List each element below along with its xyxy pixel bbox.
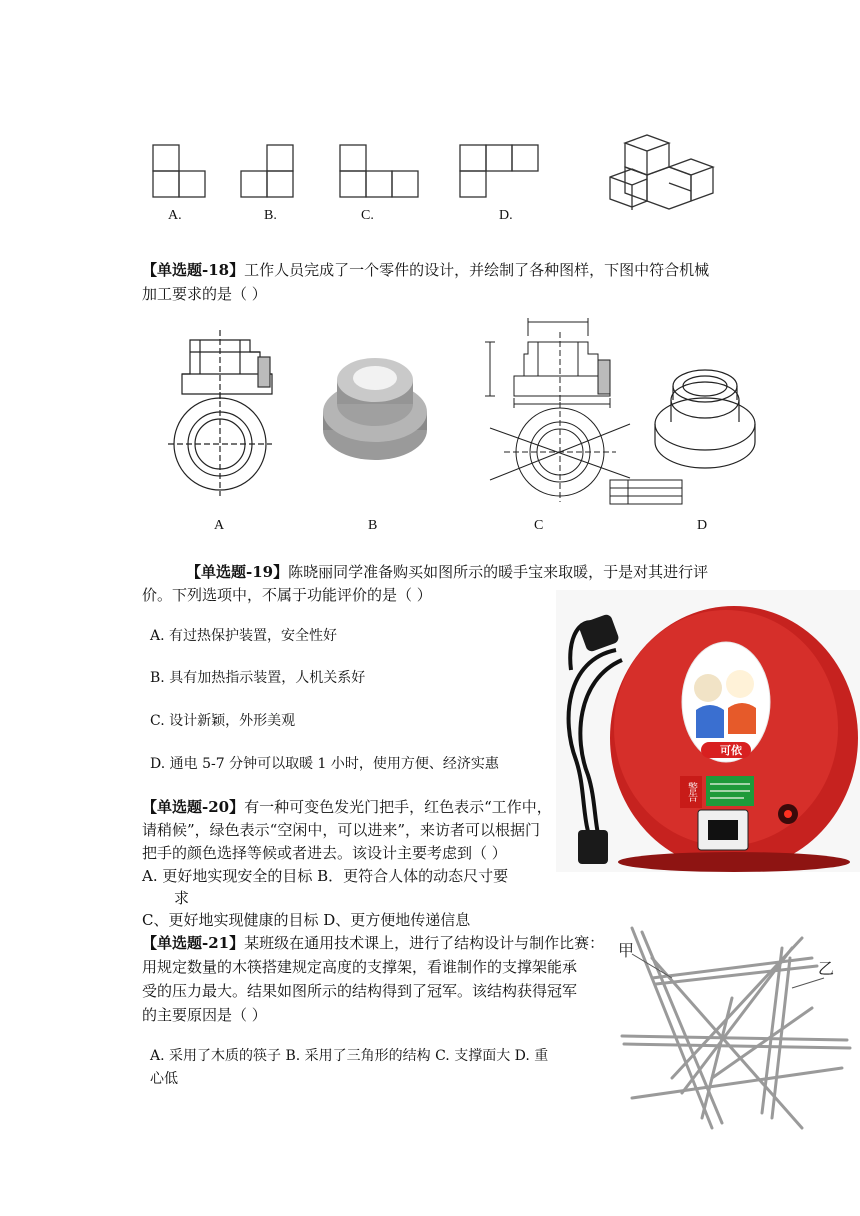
question-20-stem: 有一种可变色发光门把手，红色表示“工作中， bbox=[244, 798, 552, 816]
question-18-line-1 bbox=[142, 259, 709, 281]
view-caption-b: B. bbox=[264, 208, 277, 223]
question-20-option-ab: A. 更好地实现安全的目标 B．更符合人体的动态尺寸要 bbox=[142, 867, 509, 885]
question-21-tag: 【单选题-21】 bbox=[142, 934, 245, 952]
question-19-option-c: C. 设计新颖，外形美观 bbox=[150, 713, 296, 729]
part-caption-c: C bbox=[534, 518, 544, 533]
question-19-option-b: B. 具有加热指示装置，人机关系好 bbox=[150, 670, 366, 686]
question-21-line-3: 受的压力最大。结果如图所示的结构得到了冠军。该结构获得冠军 bbox=[142, 982, 578, 1000]
view-caption-a: A. bbox=[168, 208, 182, 223]
view-caption-d: D. bbox=[499, 208, 513, 223]
question-18-line-2: 加工要求的是（ ） bbox=[142, 285, 267, 303]
label-jia: 甲 bbox=[618, 943, 635, 960]
question-21-line-4: 的主要原因是（ ） bbox=[142, 1006, 267, 1024]
part-caption-d: D bbox=[697, 518, 708, 533]
question-19-stem: 陈晓丽同学准备购买如图所示的暖手宝来取暖，于是对其进行评 bbox=[288, 563, 709, 581]
hand-warmer-brand: 可依 bbox=[720, 745, 742, 757]
question-19-line-1 bbox=[186, 561, 708, 583]
question-18-stem: 工作人员完成了一个零件的设计，并绘制了各种图样，下图中符合机械 bbox=[244, 261, 710, 279]
part-caption-b: B bbox=[368, 518, 378, 533]
question-20-line-3: 把手的颜色选择等候或者进去。该设计主要考虑到（ ） bbox=[142, 844, 507, 862]
question-19-line-2: 价。下列选项中，不属于功能评价的是（ ） bbox=[142, 586, 432, 604]
question-21-line-1 bbox=[142, 932, 604, 954]
question-19-tag: 【单选题-19】 bbox=[186, 563, 289, 581]
question-21-options-wrap: 心低 bbox=[150, 1071, 178, 1087]
question-21-stem: 某班级在通用技术课上，进行了结构设计与制作比赛： bbox=[244, 934, 605, 952]
question-20-option-ab-wrap: 求 bbox=[174, 889, 190, 907]
hand-warmer-warning: 警告 bbox=[685, 782, 697, 802]
question-21-line-2: 用规定数量的木筷搭建规定高度的支撑架，看谁制作的支撑架能承 bbox=[142, 958, 578, 976]
label-yi: 乙 bbox=[818, 961, 835, 978]
three-view-options-figure bbox=[140, 125, 720, 210]
question-19-option-d: D. 通电 5-7 分钟可以取暖 1 小时，使用方便、经济实惠 bbox=[150, 756, 499, 772]
question-20-option-cd: C、更好地实现健康的目标 D、更方便地传递信息 bbox=[142, 911, 471, 929]
view-caption-c: C. bbox=[361, 208, 374, 223]
part-caption-a: A bbox=[214, 518, 225, 533]
chopstick-structure-photo bbox=[612, 918, 852, 1138]
question-20-line-1 bbox=[142, 796, 552, 818]
part-drawings-figure bbox=[160, 312, 780, 512]
question-20-tag: 【单选题-20】 bbox=[142, 798, 245, 816]
question-18-tag: 【单选题-18】 bbox=[142, 261, 245, 279]
question-20-line-2: 请稍候”，绿色表示“空闲中，可以进来”，来访者可以根据门 bbox=[142, 821, 541, 839]
question-21-options: A. 采用了木质的筷子 B. 采用了三角形的结构 C. 支撑面大 D. 重 bbox=[150, 1048, 549, 1064]
hand-warmer-photo bbox=[556, 590, 860, 872]
question-19-option-a: A. 有过热保护装置，安全性好 bbox=[150, 628, 338, 644]
